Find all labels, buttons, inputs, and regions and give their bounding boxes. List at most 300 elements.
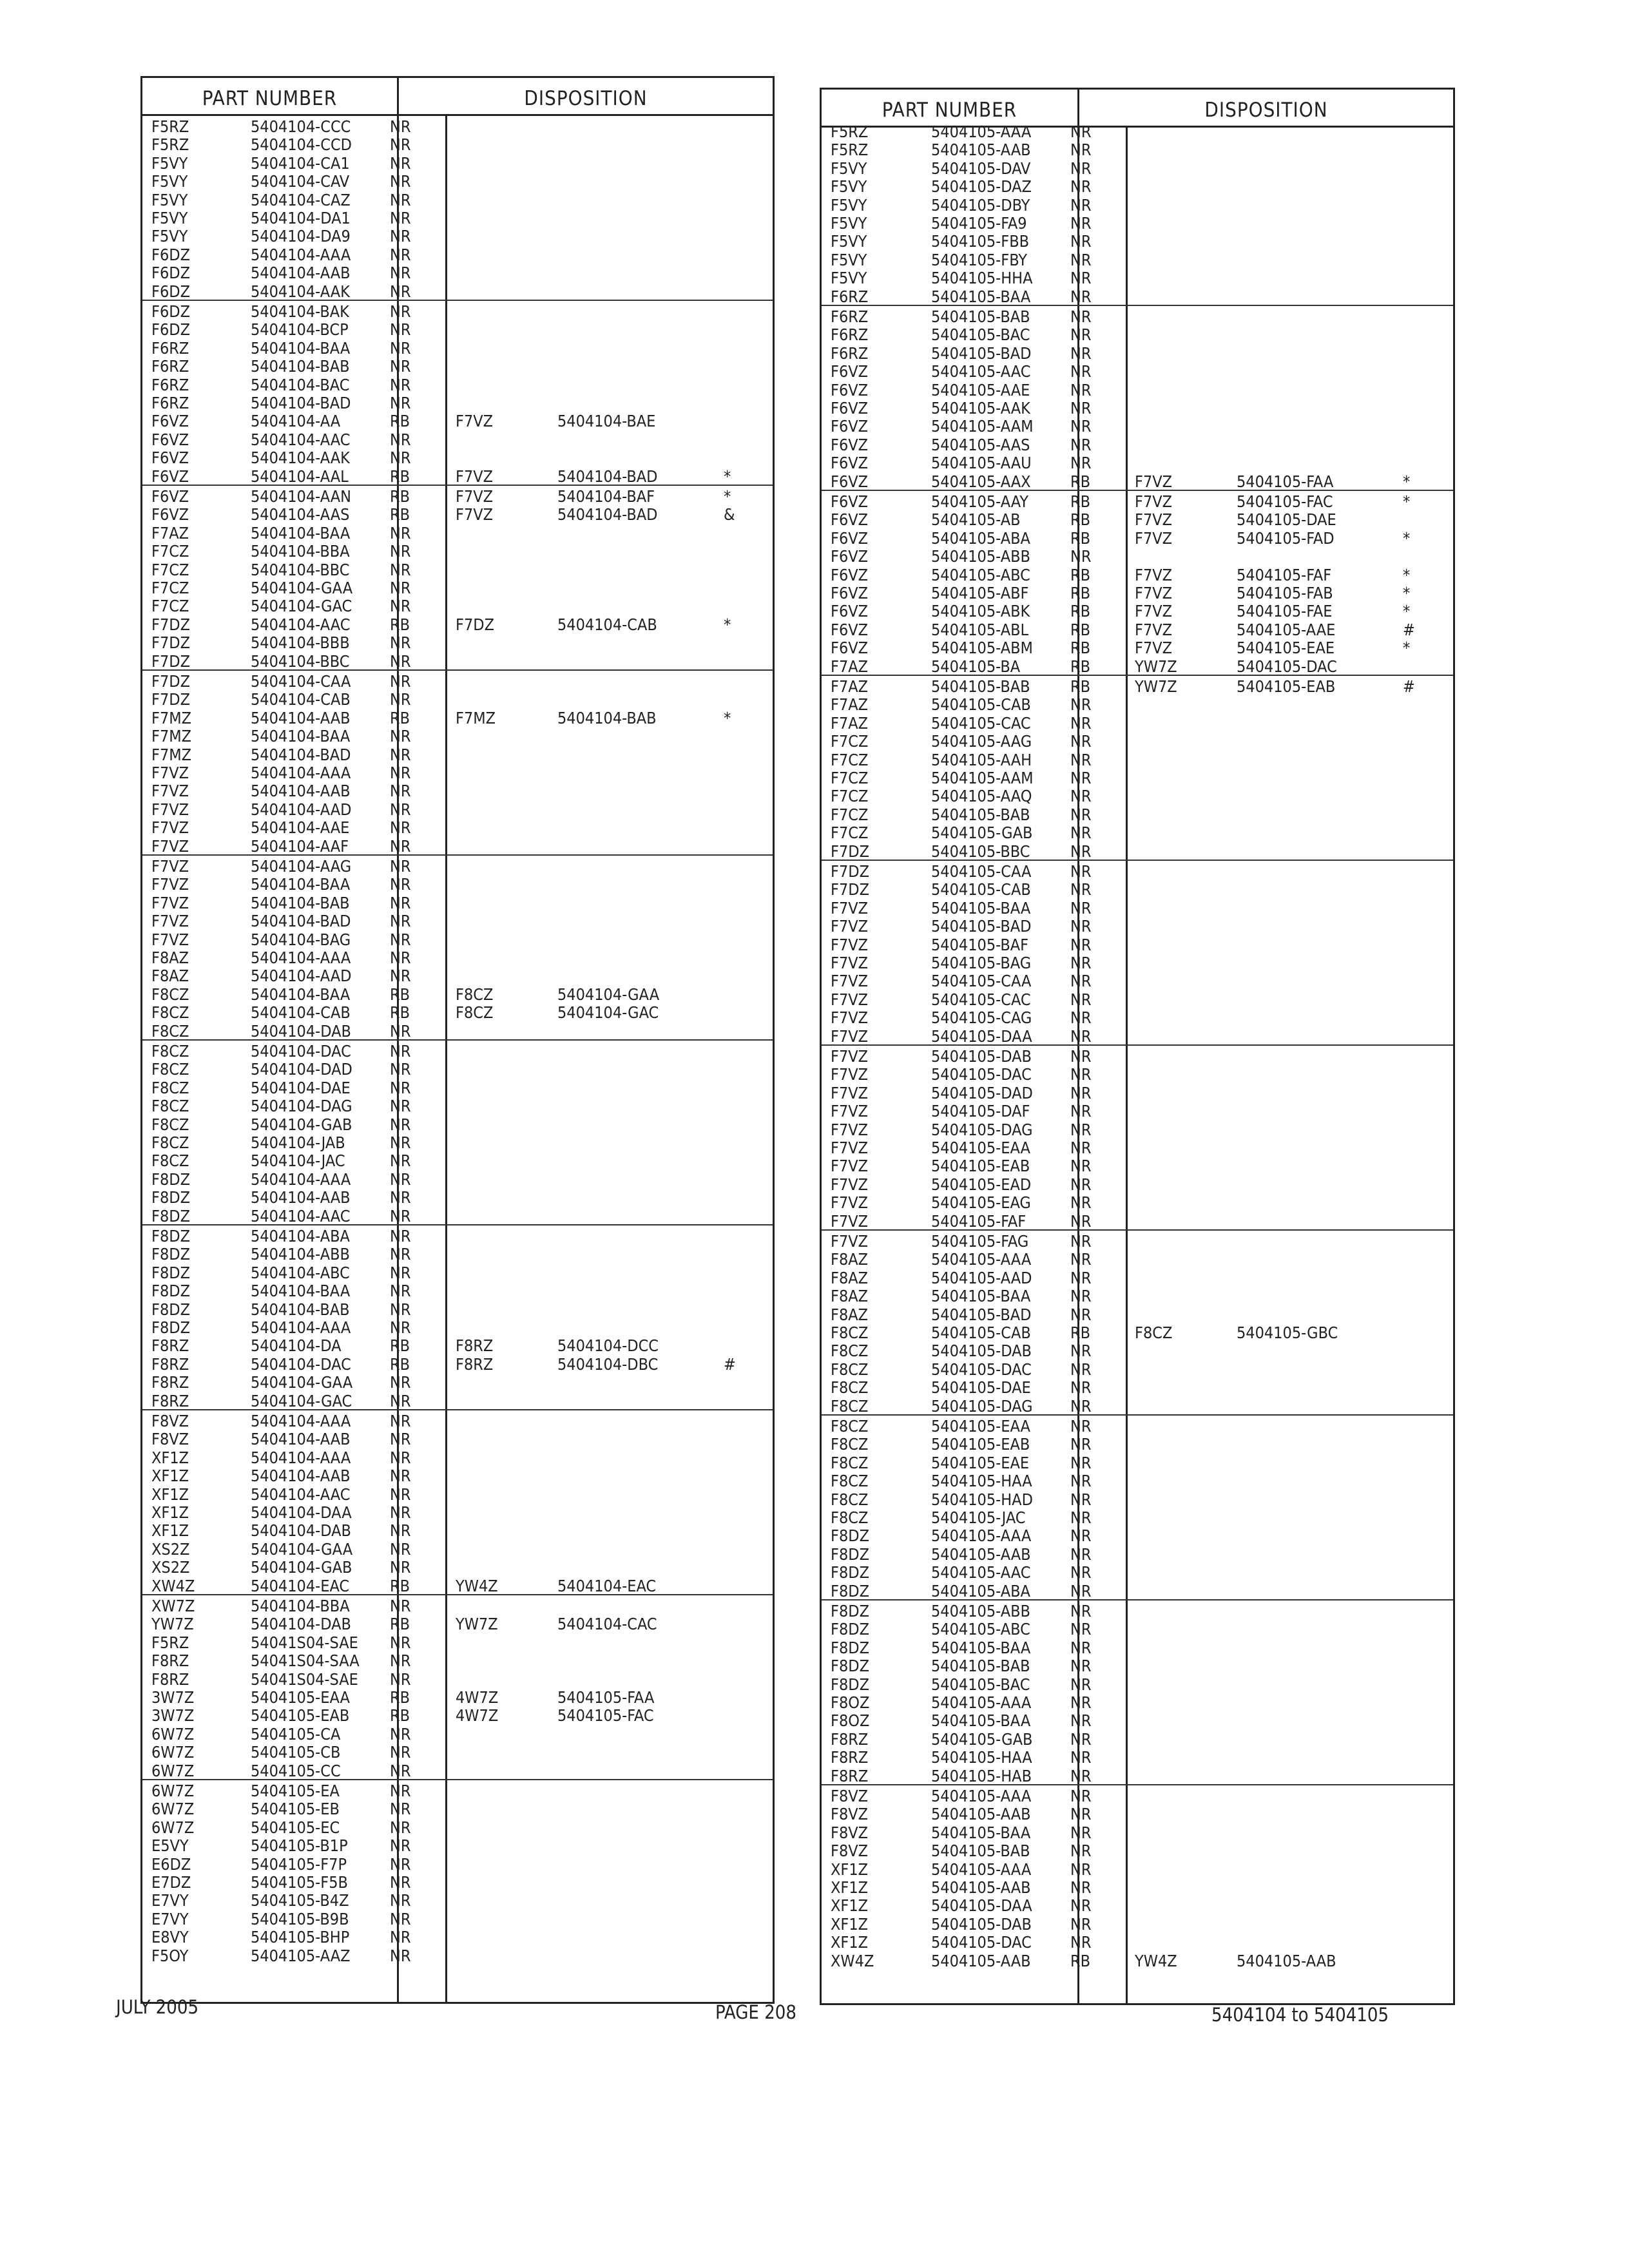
model-code: XF1Z <box>831 1896 869 1916</box>
disposition-code: NR <box>390 836 411 856</box>
disposition-code: NR <box>1070 1748 1092 1767</box>
model-code: F6VZ <box>831 528 869 548</box>
disposition-code: NR <box>1070 750 1092 769</box>
model-code: XF1Z <box>831 1878 869 1897</box>
model-code: F8DZ <box>831 1602 869 1620</box>
table-row <box>142 1171 773 1189</box>
part-number: 5404104-AAA <box>251 1169 351 1189</box>
replacement-part: 5404105-FAA <box>1237 472 1334 491</box>
part-number: 5404105-DAG <box>931 1396 1033 1416</box>
model-code: 6W7Z <box>151 1818 195 1837</box>
group-divider <box>822 1784 1453 1785</box>
table-row <box>142 1023 773 1041</box>
part-number: 5404105-BAF <box>931 935 1029 954</box>
part-number: 5404104-AAB <box>251 782 351 801</box>
model-code: F5VY <box>831 269 867 288</box>
part-number: 5404104-BAA <box>251 727 351 746</box>
part-number: 5404104-AAA <box>251 764 351 782</box>
disposition-code: NR <box>390 1318 411 1337</box>
disposition-code: NR <box>390 1021 411 1041</box>
disposition-code: NR <box>1070 1860 1092 1879</box>
disposition-code: RB <box>390 1688 410 1707</box>
disposition-code: NR <box>390 1188 411 1207</box>
part-number: 5404105-BAA <box>931 1287 1031 1306</box>
disposition-code: NR <box>1070 787 1092 806</box>
part-number: 5404105-BAA <box>931 898 1031 918</box>
model-code: F5RZ <box>151 1633 189 1652</box>
replacement-part: 5404104-DCC <box>557 1336 659 1356</box>
disposition-code: RB <box>1070 1951 1091 1970</box>
table-row <box>822 1009 1453 1027</box>
disposition-code: NR <box>390 651 411 671</box>
part-number: 5404105-EC <box>251 1818 340 1837</box>
disposition-code: NR <box>1070 862 1092 881</box>
part-number: 5404104-BCP <box>251 320 349 340</box>
disposition-code: NR <box>1070 1139 1092 1157</box>
note-symbol: * <box>1403 528 1411 548</box>
disposition-code: NR <box>1070 1638 1092 1657</box>
disposition-code: RB <box>1070 620 1091 639</box>
group-divider <box>822 1414 1453 1416</box>
part-number: 5404105-BAA <box>931 287 1031 306</box>
disposition-code: NR <box>1070 1841 1092 1861</box>
model-code: F6VZ <box>831 472 869 491</box>
table-row <box>822 1306 1453 1324</box>
model-code: XF1Z <box>831 1914 869 1934</box>
model-code: F8VZ <box>831 1823 869 1842</box>
disposition-code: NR <box>390 1300 411 1319</box>
table-row <box>142 1301 773 1319</box>
table-row <box>822 972 1453 990</box>
disposition-code: NR <box>390 1836 411 1856</box>
model-code: F6DZ <box>151 320 190 340</box>
table-row <box>822 530 1453 548</box>
model-code: XF1Z <box>151 1485 189 1504</box>
model-code: F5OY <box>151 1946 189 1965</box>
table-row <box>822 936 1453 954</box>
table-row <box>822 769 1453 787</box>
table-row <box>142 931 773 949</box>
disposition-code: RB <box>390 1576 410 1595</box>
table-row <box>822 1749 1453 1767</box>
part-number: 5404105-CAA <box>931 862 1032 881</box>
disposition-code: NR <box>1070 140 1092 160</box>
table-row <box>822 696 1453 714</box>
part-number: 5404105-DAZ <box>931 177 1032 197</box>
model-code: F8DZ <box>151 1282 190 1301</box>
model-code: F7AZ <box>151 523 189 543</box>
table-row <box>142 801 773 819</box>
disposition-code: NR <box>1070 1896 1092 1916</box>
model-code: F6VZ <box>151 487 189 506</box>
table-row <box>822 1491 1453 1509</box>
part-number: 5404105-ABA <box>931 1581 1030 1600</box>
table-row <box>822 363 1453 381</box>
part-number: 5404104-DAB <box>251 1521 351 1541</box>
model-code: F5RZ <box>831 122 869 141</box>
table-row <box>822 1805 1453 1823</box>
model-code: F7CZ <box>831 769 869 787</box>
part-number: 5404104-AAK <box>251 282 350 301</box>
model-code: F8DZ <box>831 1675 869 1694</box>
table-row <box>822 621 1453 639</box>
part-number: 5404104-GAA <box>251 579 353 597</box>
replacement-part: 5404104-BAD <box>557 466 658 486</box>
model-code: XF1Z <box>151 1503 189 1522</box>
note-symbol: * <box>1403 584 1411 602</box>
disposition-code: NR <box>390 560 411 579</box>
model-code: F8DZ <box>151 1169 190 1189</box>
disposition-code: NR <box>1070 1729 1092 1749</box>
part-number: 5404105-B1P <box>251 1836 348 1856</box>
table-row <box>142 1725 773 1744</box>
table-row <box>142 1762 773 1780</box>
model-code: F6VZ <box>831 492 869 511</box>
part-number: 5404105-DAC <box>931 1360 1032 1379</box>
replacement-part: 5404105-DAC <box>1237 657 1337 676</box>
part-number: 5404104-BAB <box>251 893 350 912</box>
model-code: E5VY <box>151 1836 189 1856</box>
table-row <box>142 1392 773 1410</box>
group-divider <box>822 1229 1453 1231</box>
note-symbol: * <box>724 466 731 486</box>
disposition-code: RB <box>390 1003 410 1023</box>
disposition-code: NR <box>390 745 411 764</box>
model-code: F7VZ <box>151 782 189 801</box>
part-number: 5404105-CAB <box>931 695 1031 715</box>
part-number: 5404105-CAG <box>931 1008 1032 1028</box>
disposition-code: NR <box>1070 1341 1092 1361</box>
table-row <box>822 863 1453 881</box>
table-row <box>142 912 773 930</box>
table-row <box>822 1546 1453 1564</box>
part-number: 5404104-AAA <box>251 948 351 967</box>
disposition-code: NR <box>1070 917 1092 936</box>
table-row <box>142 1152 773 1170</box>
table-row <box>822 715 1453 733</box>
model-code: F7CZ <box>151 579 189 597</box>
disposition-code: RB <box>390 1354 410 1374</box>
table-row <box>822 1712 1453 1730</box>
model-code: F7VZ <box>151 857 189 876</box>
table-row <box>822 1361 1453 1379</box>
part-number: 5404104-AAA <box>251 1412 351 1430</box>
model-code: F6VZ <box>831 380 869 399</box>
table-row <box>142 431 773 449</box>
model-code: F5VY <box>831 159 867 178</box>
model-code: 3W7Z <box>151 1706 195 1725</box>
model-code: F8CZ <box>151 985 189 1004</box>
part-number: 5404105-HAB <box>931 1766 1032 1785</box>
group-divider <box>142 485 773 486</box>
model-code: E6DZ <box>151 1854 191 1874</box>
table-row <box>142 894 773 912</box>
model-code: F8DZ <box>831 1581 869 1600</box>
part-number: 5404105-AAB <box>931 140 1031 160</box>
model-code: F7VZ <box>151 764 189 782</box>
disposition-code: NR <box>390 117 411 136</box>
part-number: 5404104-BAB <box>251 1300 350 1319</box>
model-code: F5VY <box>151 172 188 191</box>
part-number: 5404105-AAD <box>931 1268 1032 1287</box>
disposition-code: NR <box>1070 805 1092 824</box>
disposition-code: NR <box>1070 1563 1092 1582</box>
disposition-code: RB <box>390 1706 410 1725</box>
part-number: 5404105-ABC <box>931 1620 1030 1639</box>
part-number: 5404105-DAC <box>931 1933 1032 1952</box>
table-row <box>822 1066 1453 1084</box>
table-row <box>142 191 773 209</box>
table-row <box>822 511 1453 529</box>
table-row <box>142 1097 773 1115</box>
part-number: 5404104-BAK <box>251 302 349 321</box>
disposition-code: RB <box>1070 565 1091 584</box>
table-row <box>142 1874 773 1892</box>
note-symbol: # <box>1403 677 1415 696</box>
part-number: 5404105-AAM <box>931 769 1034 787</box>
model-code: XW7Z <box>151 1597 195 1615</box>
disposition-code: NR <box>390 579 411 597</box>
disposition-code: NR <box>1070 823 1092 843</box>
model-code: F6RZ <box>831 343 869 363</box>
disposition-code: NR <box>1070 1675 1092 1694</box>
disposition-code: NR <box>1070 1711 1092 1731</box>
disposition-code: NR <box>1070 1490 1092 1509</box>
disposition-code: RB <box>1070 510 1091 530</box>
model-code: XF1Z <box>831 1933 869 1952</box>
disposition-code: NR <box>1070 1157 1092 1176</box>
part-number: 5404104-BAD <box>251 394 351 412</box>
replacement-model: F8CZ <box>456 985 494 1004</box>
part-number: 5404105-BAA <box>931 1711 1031 1731</box>
disposition-code: NR <box>1070 122 1092 141</box>
model-code: F5VY <box>151 227 188 246</box>
table-row <box>822 1139 1453 1157</box>
disposition-code: NR <box>1070 880 1092 899</box>
note-symbol: * <box>1403 565 1411 584</box>
part-number: 5404105-CAB <box>931 1323 1031 1342</box>
disposition-code: NR <box>1070 1047 1092 1066</box>
part-number: 5404104-BAA <box>251 1282 351 1301</box>
disposition-code: NR <box>1070 1581 1092 1600</box>
model-code: F8DZ <box>831 1638 869 1657</box>
model-code: F8AZ <box>151 966 189 986</box>
disposition-code: NR <box>1070 399 1092 418</box>
part-number: 5404104-CAZ <box>251 190 351 209</box>
disposition-code: NR <box>390 302 411 321</box>
model-code: F7VZ <box>151 875 189 894</box>
replacement-part: 5404105-FAC <box>557 1706 654 1725</box>
model-code: F7CZ <box>151 560 189 579</box>
disposition-code: NR <box>1070 1435 1092 1454</box>
model-code: F7CZ <box>151 597 189 616</box>
table-row <box>822 1194 1453 1212</box>
model-code: E8VY <box>151 1928 189 1947</box>
part-number: 5404105-ABL <box>931 620 1029 639</box>
model-code: XF1Z <box>831 1860 869 1879</box>
part-number: 5404105-AAK <box>931 399 1030 418</box>
disposition-code: NR <box>390 357 411 376</box>
table-row <box>822 473 1453 491</box>
disposition-code: NR <box>1070 1805 1092 1824</box>
part-number: 54041S04-SAA <box>251 1651 360 1671</box>
part-number: 5404105-AAY <box>931 492 1028 511</box>
table-row <box>142 653 773 671</box>
part-number: 5404105-FAF <box>931 1211 1027 1231</box>
table-row <box>142 1522 773 1540</box>
part-number: 5404105-AAA <box>931 1787 1032 1805</box>
part-number: 5404105-ABK <box>931 602 1030 621</box>
footer-page-number: PAGE 208 <box>715 2001 796 2023</box>
disposition-code: NR <box>390 338 411 358</box>
disposition-code: RB <box>1070 602 1091 621</box>
model-code: F7AZ <box>831 713 869 733</box>
model-code: F7VZ <box>831 1139 869 1157</box>
part-number: 5404105-BAG <box>931 954 1032 972</box>
disposition-code: NR <box>390 1078 411 1097</box>
disposition-code: NR <box>1070 1453 1092 1472</box>
replacement-model: F7MZ <box>456 708 496 727</box>
model-code: XF1Z <box>151 1466 189 1486</box>
left-parts-table <box>140 76 775 2004</box>
model-code: F7VZ <box>831 1157 869 1176</box>
part-number: 5404105-AAZ <box>251 1946 351 1965</box>
model-code: F8CZ <box>831 1378 869 1398</box>
part-number: 5404105-DBY <box>931 195 1030 215</box>
model-code: F6VZ <box>831 454 869 473</box>
model-code: F7VZ <box>831 917 869 936</box>
part-number: 5404105-AAQ <box>931 787 1032 806</box>
disposition-code: NR <box>1070 177 1092 197</box>
model-code: F6VZ <box>151 505 189 524</box>
table-row <box>822 1398 1453 1416</box>
table-row <box>822 1342 1453 1360</box>
table-row <box>142 155 773 173</box>
disposition-code: NR <box>1070 380 1092 399</box>
disposition-code: NR <box>390 948 411 967</box>
table-row <box>822 751 1453 769</box>
disposition-code: NR <box>390 264 411 283</box>
model-code: F7VZ <box>831 1102 869 1121</box>
model-code: F8DZ <box>151 1188 190 1207</box>
model-code: F8DZ <box>151 1227 190 1245</box>
replacement-part: 5404104-BAB <box>557 708 657 727</box>
part-number: 5404104-BAC <box>251 375 350 394</box>
model-code: F8VZ <box>831 1841 869 1861</box>
table-row <box>142 967 773 985</box>
part-number: 5404104-GAA <box>251 1373 353 1392</box>
model-code: F8DZ <box>831 1563 869 1582</box>
disposition-code: NR <box>390 672 411 691</box>
table-row <box>142 1689 773 1707</box>
replacement-model: F7VZ <box>456 412 494 431</box>
part-number: 5404104-AAC <box>251 1485 351 1504</box>
table-row <box>822 251 1453 269</box>
model-code: F6VZ <box>831 417 869 436</box>
part-number: 5404104-JAC <box>251 1151 345 1171</box>
disposition-code: NR <box>390 190 411 209</box>
table-row <box>822 178 1453 196</box>
table-row <box>822 954 1453 972</box>
replacement-part: 5404105-EAB <box>1237 677 1336 696</box>
disposition-code: NR <box>390 690 411 709</box>
group-divider <box>142 1409 773 1410</box>
model-code: F6RZ <box>831 325 869 345</box>
disposition-code: NR <box>1070 1268 1092 1287</box>
model-code: F7MZ <box>151 708 192 727</box>
part-number: 5404104-AAF <box>251 836 349 856</box>
note-symbol: * <box>1403 492 1411 511</box>
part-number: 5404105-DAC <box>931 1065 1032 1084</box>
part-number: 5404104-BAD <box>251 745 351 764</box>
disposition-code: NR <box>1070 287 1092 306</box>
table-row <box>142 321 773 339</box>
table-row <box>822 1602 1453 1620</box>
model-code: F7AZ <box>831 677 869 696</box>
model-code: F7CZ <box>831 732 869 751</box>
disposition-code: NR <box>1070 1602 1092 1620</box>
model-code: F5RZ <box>151 135 189 155</box>
replacement-part: 5404104-BAE <box>557 412 656 431</box>
model-code: F5VY <box>151 209 188 227</box>
part-number: 5404105-AAA <box>931 1250 1032 1269</box>
table-row <box>142 227 773 245</box>
model-code: F7VZ <box>151 818 189 838</box>
table-row <box>142 1449 773 1467</box>
right-table-header <box>822 90 1453 128</box>
table-row <box>822 1324 1453 1342</box>
model-code: F7AZ <box>831 695 869 715</box>
table-row <box>822 197 1453 215</box>
disposition-code: NR <box>390 1133 411 1152</box>
model-code: F7VZ <box>831 954 869 972</box>
disposition-code: NR <box>1070 417 1092 436</box>
model-code: F7CZ <box>831 805 869 824</box>
table-row <box>822 454 1453 472</box>
footer-part-range: 5404104 to 5404105 <box>1211 2004 1389 2026</box>
table-row <box>142 1061 773 1079</box>
table-row <box>142 1189 773 1207</box>
model-code: F8CZ <box>151 1003 189 1023</box>
disposition-code: NR <box>390 153 411 173</box>
group-divider <box>822 305 1453 306</box>
disposition-code: NR <box>1070 954 1092 972</box>
disposition-code: NR <box>390 375 411 394</box>
model-code: F5VY <box>831 195 867 215</box>
model-code: F7DZ <box>151 672 190 691</box>
disposition-code: NR <box>390 1430 411 1449</box>
part-number: 5404105-AAA <box>931 122 1032 141</box>
part-number: 5404105-EAA <box>251 1688 350 1707</box>
table-row <box>142 561 773 579</box>
disposition-code: NR <box>1070 362 1092 381</box>
table-row <box>822 1176 1453 1194</box>
table-row <box>142 727 773 745</box>
disposition-code: NR <box>1070 325 1092 345</box>
replacement-model: YW7Z <box>456 1615 498 1634</box>
model-code: F6VZ <box>151 430 189 449</box>
disposition-code: NR <box>390 1873 411 1892</box>
disposition-code: NR <box>390 1466 411 1486</box>
model-code: F8RZ <box>151 1651 189 1671</box>
table-row <box>822 1639 1453 1657</box>
table-row <box>142 1227 773 1245</box>
replacement-part: 5404105-FAA <box>557 1688 655 1707</box>
table-row <box>142 543 773 561</box>
model-code: F7VZ <box>831 1211 869 1231</box>
part-number: 5404105-AAX <box>931 472 1031 491</box>
part-number: 54041S04-SAE <box>251 1669 358 1689</box>
